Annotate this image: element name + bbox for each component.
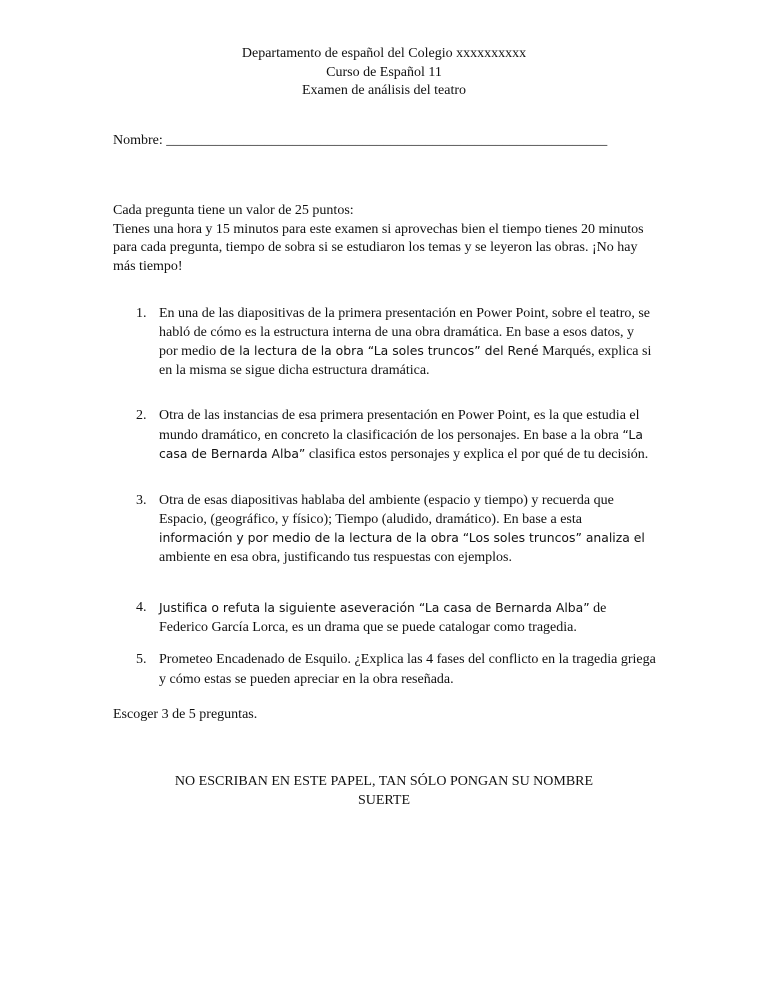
question-number: 1.	[136, 306, 147, 321]
question-text-part: “La casa de Bernarda Alba”	[159, 426, 643, 461]
time-note: Tienes una hora y 15 minutos para este examen si aprovechas bien el tiempo tienes 20 minutos para cada pregunta, tiempo de sobra si se estudiaron los temas y se leyeron las obras. ¡No hay más tiempo!	[113, 221, 644, 274]
points-note: Cada pregunta tiene un valor de 25 puntos:	[113, 203, 354, 218]
question-text-part: de la lectura de la obra “La soles truncos” del René	[219, 343, 539, 358]
question-3	[136, 492, 656, 567]
question-text	[159, 651, 656, 689]
question-text-part: de Federico García Lorca, es un drama que se puede catalogar como tragedia.	[159, 601, 607, 635]
warning-line: NO ESCRIBAN EN ESTE PAPEL, TAN SÓLO PONGAN SU NOMBRE	[174, 774, 594, 789]
question-text-part: Prometeo Encadenado de Esquilo. ¿Explica las 4 fases del conflicto en la tragedia griega y cómo estas se pueden apreciar en la obra reseñada.	[159, 652, 656, 687]
question-4	[136, 599, 656, 637]
question-2	[136, 407, 656, 465]
choose-instruction: Escoger 3 de 5 preguntas.	[113, 707, 258, 722]
question-number: 5.	[136, 652, 147, 667]
question-5	[136, 651, 656, 689]
question-text-part: Otra de esas diapositivas hablaba del ambiente (espacio y tiempo) y recuerda que Espacio, (geográfico, y físico); Tiempo (aludido, dramático). En base a esta	[159, 493, 614, 527]
question-text	[159, 492, 656, 567]
name-blank: _______________________________________________________________	[166, 133, 608, 148]
question-text-part: ambiente en esa obra, justificando tus respuestas con ejemplos.	[159, 549, 513, 565]
question-text-part: Justifica o refuta la siguiente aseveración “La casa de Bernarda Alba”	[159, 600, 590, 615]
exam-title: Examen de análisis del teatro	[301, 83, 467, 98]
department-line: Departamento de español del Colegio xxxxxxxxxx	[241, 46, 527, 61]
question-text-part: clasifica estos personajes y explica el por qué de tu decisión.	[305, 447, 649, 462]
question-text-part: En una de las diapositivas de la primera presentación en Power Point, sobre el teatro, se habló de cómo es la estructura interna de una obra dramática. En base a esos datos, y por medio	[159, 306, 651, 359]
question-number: 3.	[136, 493, 147, 508]
name-field	[113, 132, 607, 151]
question-text	[159, 305, 656, 380]
question-text	[159, 407, 656, 465]
document-header	[0, 45, 768, 101]
course-line: Curso de Español 11	[326, 64, 442, 80]
question-1	[136, 305, 656, 380]
question-text-part: Marqués, explica si en la misma se sigue dicha estructura dramática.	[159, 344, 652, 378]
question-number: 4.	[136, 600, 147, 615]
question-text-part: información y por medio de la lectura de la obra “Los soles truncos” analiza el	[159, 530, 645, 545]
question-text-part: Otra de las instancias de esa primera presentación en Power Point, es la que estudia el mundo dramático, en concreto la clasificación de los personajes. En base a la obra	[159, 408, 640, 443]
question-number: 2.	[136, 408, 147, 423]
document-footer	[0, 773, 768, 810]
question-text	[159, 599, 656, 637]
instructions	[113, 202, 653, 276]
good-luck-line: SUERTE	[357, 792, 411, 808]
name-label: Nombre:	[113, 133, 163, 148]
